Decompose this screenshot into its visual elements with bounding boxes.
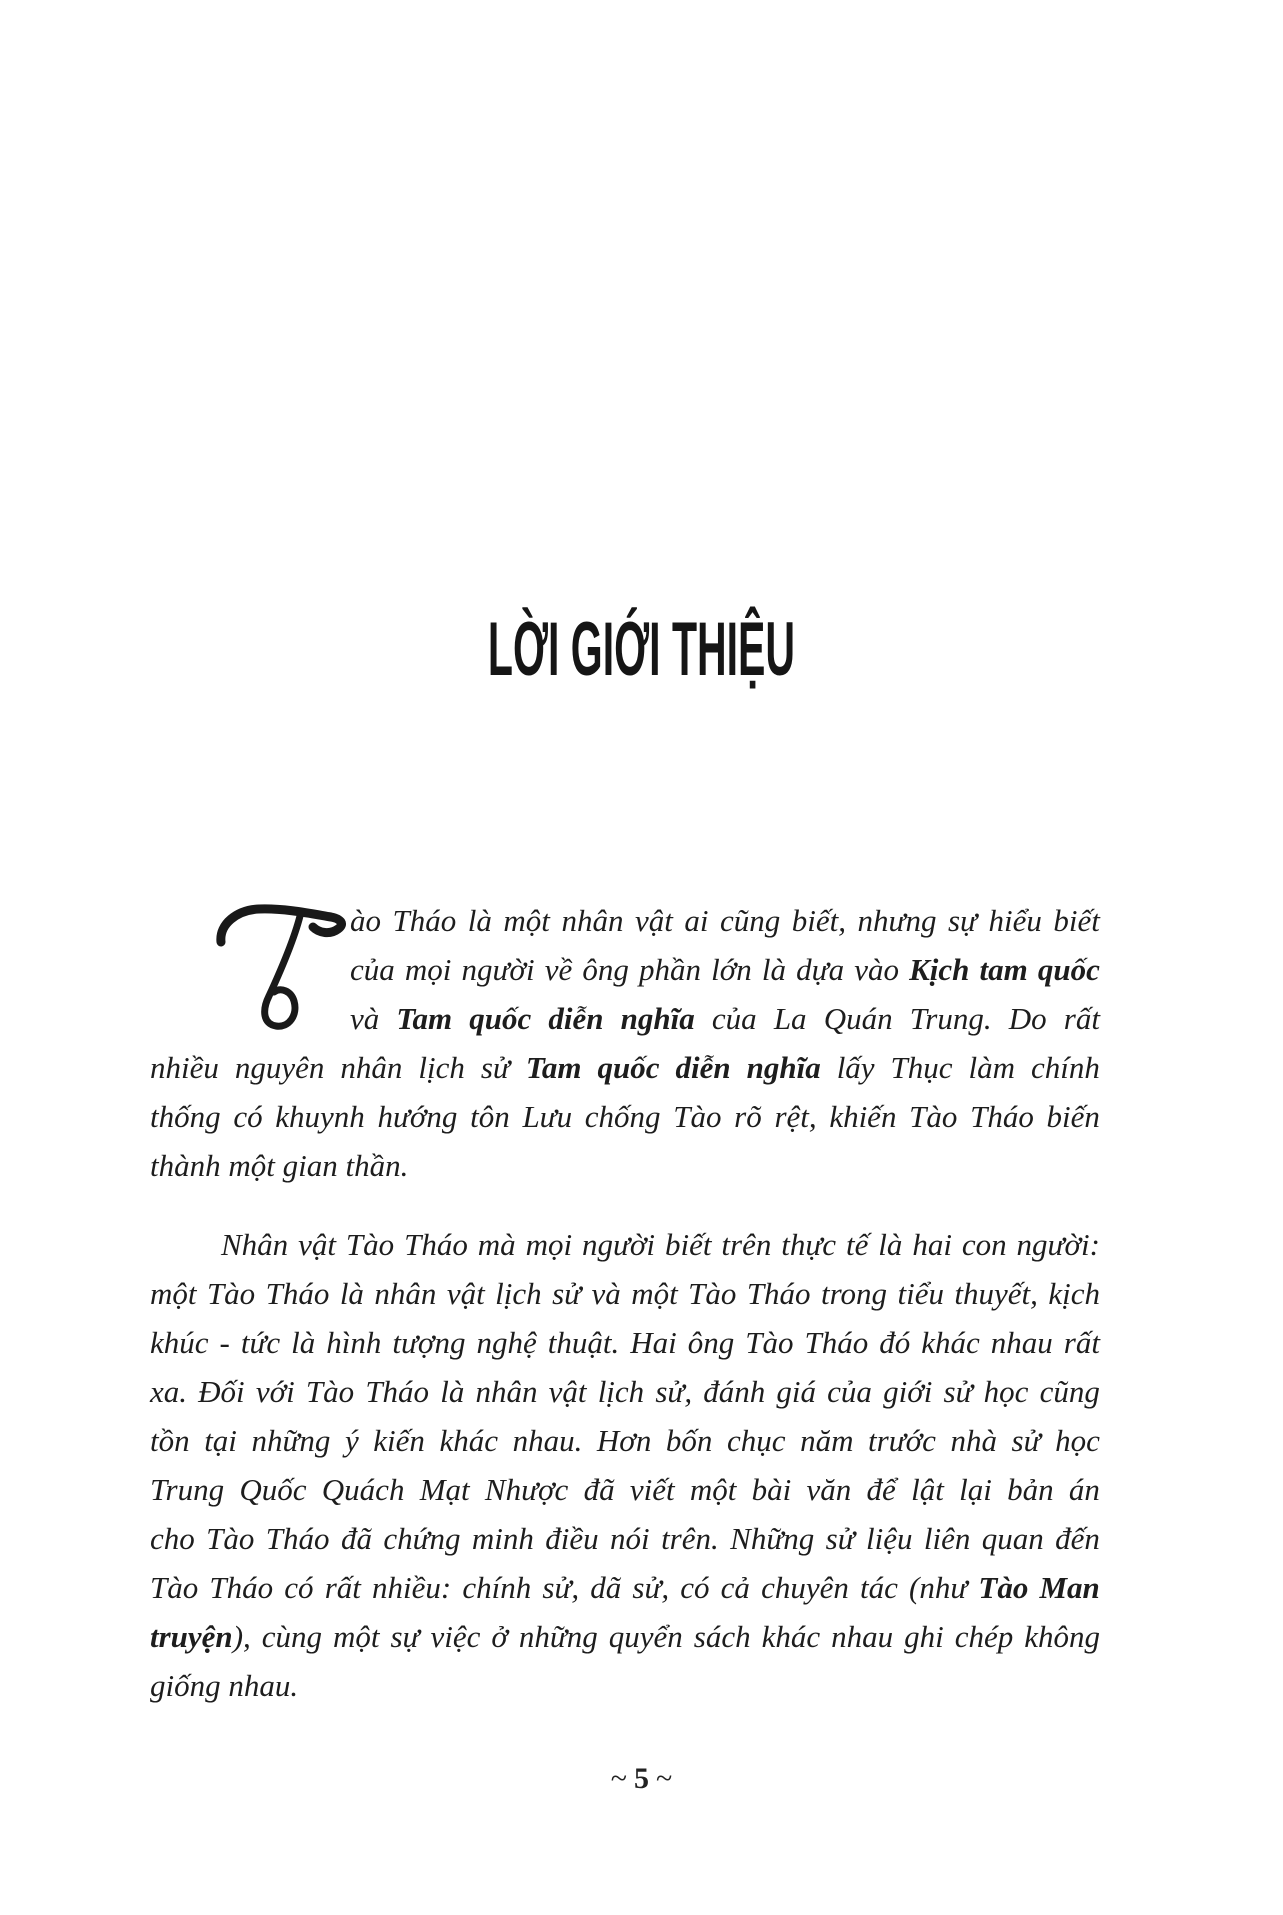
text-line: thống có khuynh hướng tôn Lưu chống Tào rõ rệt, khiến Tào Tháo biến: [150, 1099, 1100, 1134]
page-number-suffix: ~: [656, 1762, 673, 1795]
text-line: tồn tại những ý kiến khác nhau. Hơn bốn chục năm trước nhà sử học: [150, 1423, 1100, 1458]
drop-cap-letter-T: [216, 902, 350, 1034]
text-line: truyện), cùng một sự việc ở những quyển sách khác nhau ghi chép không: [150, 1619, 1100, 1654]
page-number-prefix: ~: [610, 1762, 627, 1795]
text-line: Tào Tháo có rất nhiều: chính sử, dã sử, có cả chuyên tác (như Tào Man: [150, 1570, 1100, 1605]
text-line: một Tào Tháo là nhân vật lịch sử và một Tào Tháo trong tiểu thuyết, kịch: [150, 1276, 1100, 1311]
paragraph: [150, 1220, 1100, 1710]
text-line: khúc - tức là hình tượng nghệ thuật. Hai ông Tào Tháo đó khác nhau rất: [150, 1325, 1100, 1360]
text-line: thành một gian thần.: [150, 1148, 409, 1183]
page-number: [0, 1762, 1283, 1796]
text-line: Nhân vật Tào Tháo mà mọi người biết trên thực tế là hai con người:: [221, 1227, 1100, 1262]
text-line: cho Tào Tháo đã chứng minh điều nói trên. Những sử liệu liên quan đến: [150, 1521, 1100, 1556]
text-line: của mọi người về ông phần lớn là dựa vào Kịch tam quốc: [350, 952, 1100, 987]
text-line: giống nhau.: [150, 1668, 299, 1703]
text-line: xa. Đối với Tào Tháo là nhân vật lịch sử, đánh giá của giới sử học cũng: [150, 1374, 1100, 1409]
text-line: nhiều nguyên nhân lịch sử Tam quốc diễn nghĩa lấy Thục làm chính: [150, 1050, 1100, 1085]
page-title: LỜI GIỚI THIỆU: [487, 607, 796, 692]
body-text: [150, 896, 1100, 1710]
text-line: và Tam quốc diễn nghĩa của La Quán Trung. Do rất: [350, 1001, 1100, 1036]
text-line: ào Tháo là một nhân vật ai cũng biết, nhưng sự hiểu biết: [350, 903, 1100, 938]
page-number-value: 5: [634, 1762, 649, 1795]
text-line: Trung Quốc Quách Mạt Nhược đã viết một bài văn để lật lại bản án: [150, 1472, 1100, 1507]
